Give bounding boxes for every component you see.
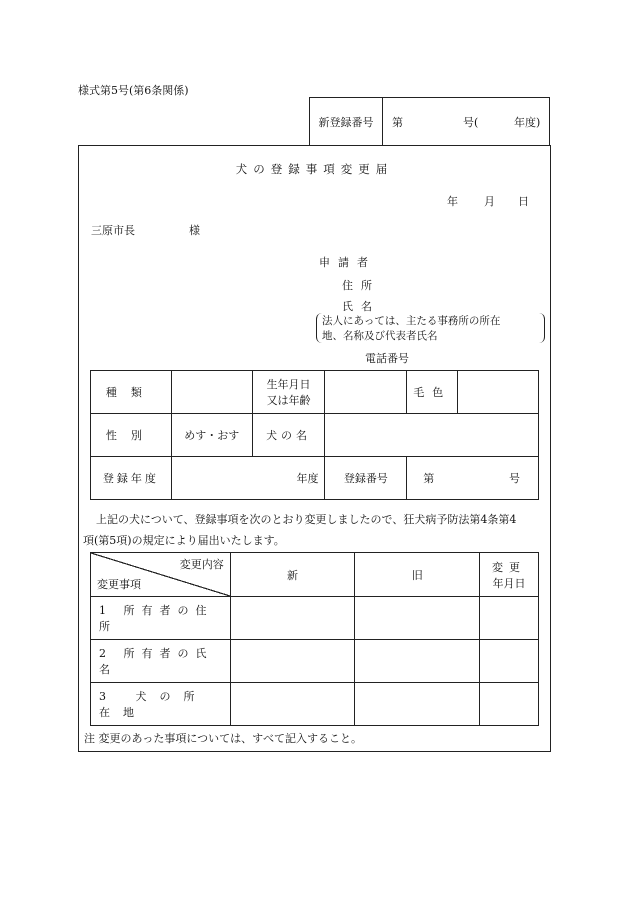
applicant-heading: 申請者: [319, 256, 376, 269]
registration-number-box: [309, 97, 550, 145]
header-change-date: [480, 553, 539, 597]
table-row: [91, 457, 539, 500]
header-old: 旧: [355, 553, 480, 597]
reg-year-nendo: 年度: [296, 472, 319, 485]
form-number: 様式第5号(第6条関係): [78, 84, 189, 97]
row-label: 犬の所在地: [99, 690, 208, 719]
header-date-line2: 年月日: [492, 576, 526, 590]
change-row-owner-address: [91, 597, 231, 640]
type-label: 種類: [91, 371, 172, 414]
birth-label: [252, 371, 325, 414]
coat-label: 毛色: [407, 371, 458, 414]
registration-go: 号(: [463, 115, 479, 129]
phone-label: 電話番号: [365, 352, 409, 365]
applicant-name-label: 氏名: [342, 300, 380, 313]
applicant-address-label: 住所: [342, 279, 380, 292]
table-row: [91, 683, 539, 726]
form-title: 犬の登録事項変更届: [235, 162, 394, 176]
reg-no-go: 号: [509, 472, 520, 485]
reg-no-field[interactable]: [407, 457, 539, 500]
corporation-note-line2: 地、名称及び代表者氏名: [322, 330, 438, 342]
table-row: [91, 371, 539, 414]
old-field[interactable]: [355, 640, 480, 683]
birth-field[interactable]: [325, 371, 407, 414]
date-field[interactable]: [480, 640, 539, 683]
addressee-name: 三原市長: [91, 224, 135, 237]
date-month: 月: [484, 195, 495, 208]
sex-label: 性別: [91, 414, 172, 457]
new-field[interactable]: [230, 640, 355, 683]
coat-field[interactable]: [458, 371, 539, 414]
change-row-dog-location: [91, 683, 231, 726]
row-label: 所有者の氏名: [99, 647, 214, 676]
reg-no-label: 登録番号: [325, 457, 407, 500]
table-row: [91, 553, 539, 597]
row-label: 所有者の住所: [99, 604, 214, 633]
row-num: 2: [99, 647, 113, 660]
table-row: [91, 597, 539, 640]
reg-year-field[interactable]: [171, 457, 325, 500]
date-field[interactable]: [480, 683, 539, 726]
table-row: [91, 640, 539, 683]
registration-number-label: 新登録番号: [310, 98, 383, 145]
dog-name-label: 犬の名: [252, 414, 325, 457]
reg-year-label: 登録年度: [91, 457, 172, 500]
new-field[interactable]: [230, 597, 355, 640]
table-row: [91, 414, 539, 457]
notice-line1: 上記の犬について、登録事項を次のとおり変更しましたので、狂犬病予防法第4条第4: [96, 513, 517, 526]
sex-options[interactable]: めす・おす: [171, 414, 252, 457]
header-new: 新: [230, 553, 355, 597]
corporation-note-line1: 法人にあっては、主たる事務所の所在: [322, 315, 501, 327]
birth-label-line2: 又は年齢: [266, 394, 311, 407]
reg-no-dai: 第: [423, 472, 435, 485]
birth-label-line1: 生年月日: [266, 378, 311, 391]
row-num: 3: [99, 690, 119, 703]
footnote: 注 変更のあった事項については、すべて記入すること。: [84, 732, 362, 745]
registration-nendo: 年度): [514, 115, 541, 129]
date-year: 年: [447, 195, 458, 208]
registration-dai: 第: [392, 115, 403, 129]
header-date-line1: 変更: [492, 560, 527, 574]
header-content-label: 変更内容: [179, 558, 224, 571]
old-field[interactable]: [355, 683, 480, 726]
change-table: [90, 552, 539, 726]
header-item-label: 変更事項: [97, 578, 141, 591]
old-field[interactable]: [355, 597, 480, 640]
dog-info-table: [90, 370, 539, 500]
change-row-owner-name: [91, 640, 231, 683]
date-day: 日: [518, 195, 529, 208]
type-field[interactable]: [171, 371, 252, 414]
new-field[interactable]: [230, 683, 355, 726]
notice-line2: 項(第5項)の規定により届出いたします。: [83, 534, 285, 547]
addressee-honorific: 様: [189, 224, 200, 237]
row-num: 1: [99, 604, 113, 617]
dog-name-field[interactable]: [325, 414, 539, 457]
change-header-diagonal: [91, 553, 231, 597]
date-field[interactable]: [480, 597, 539, 640]
